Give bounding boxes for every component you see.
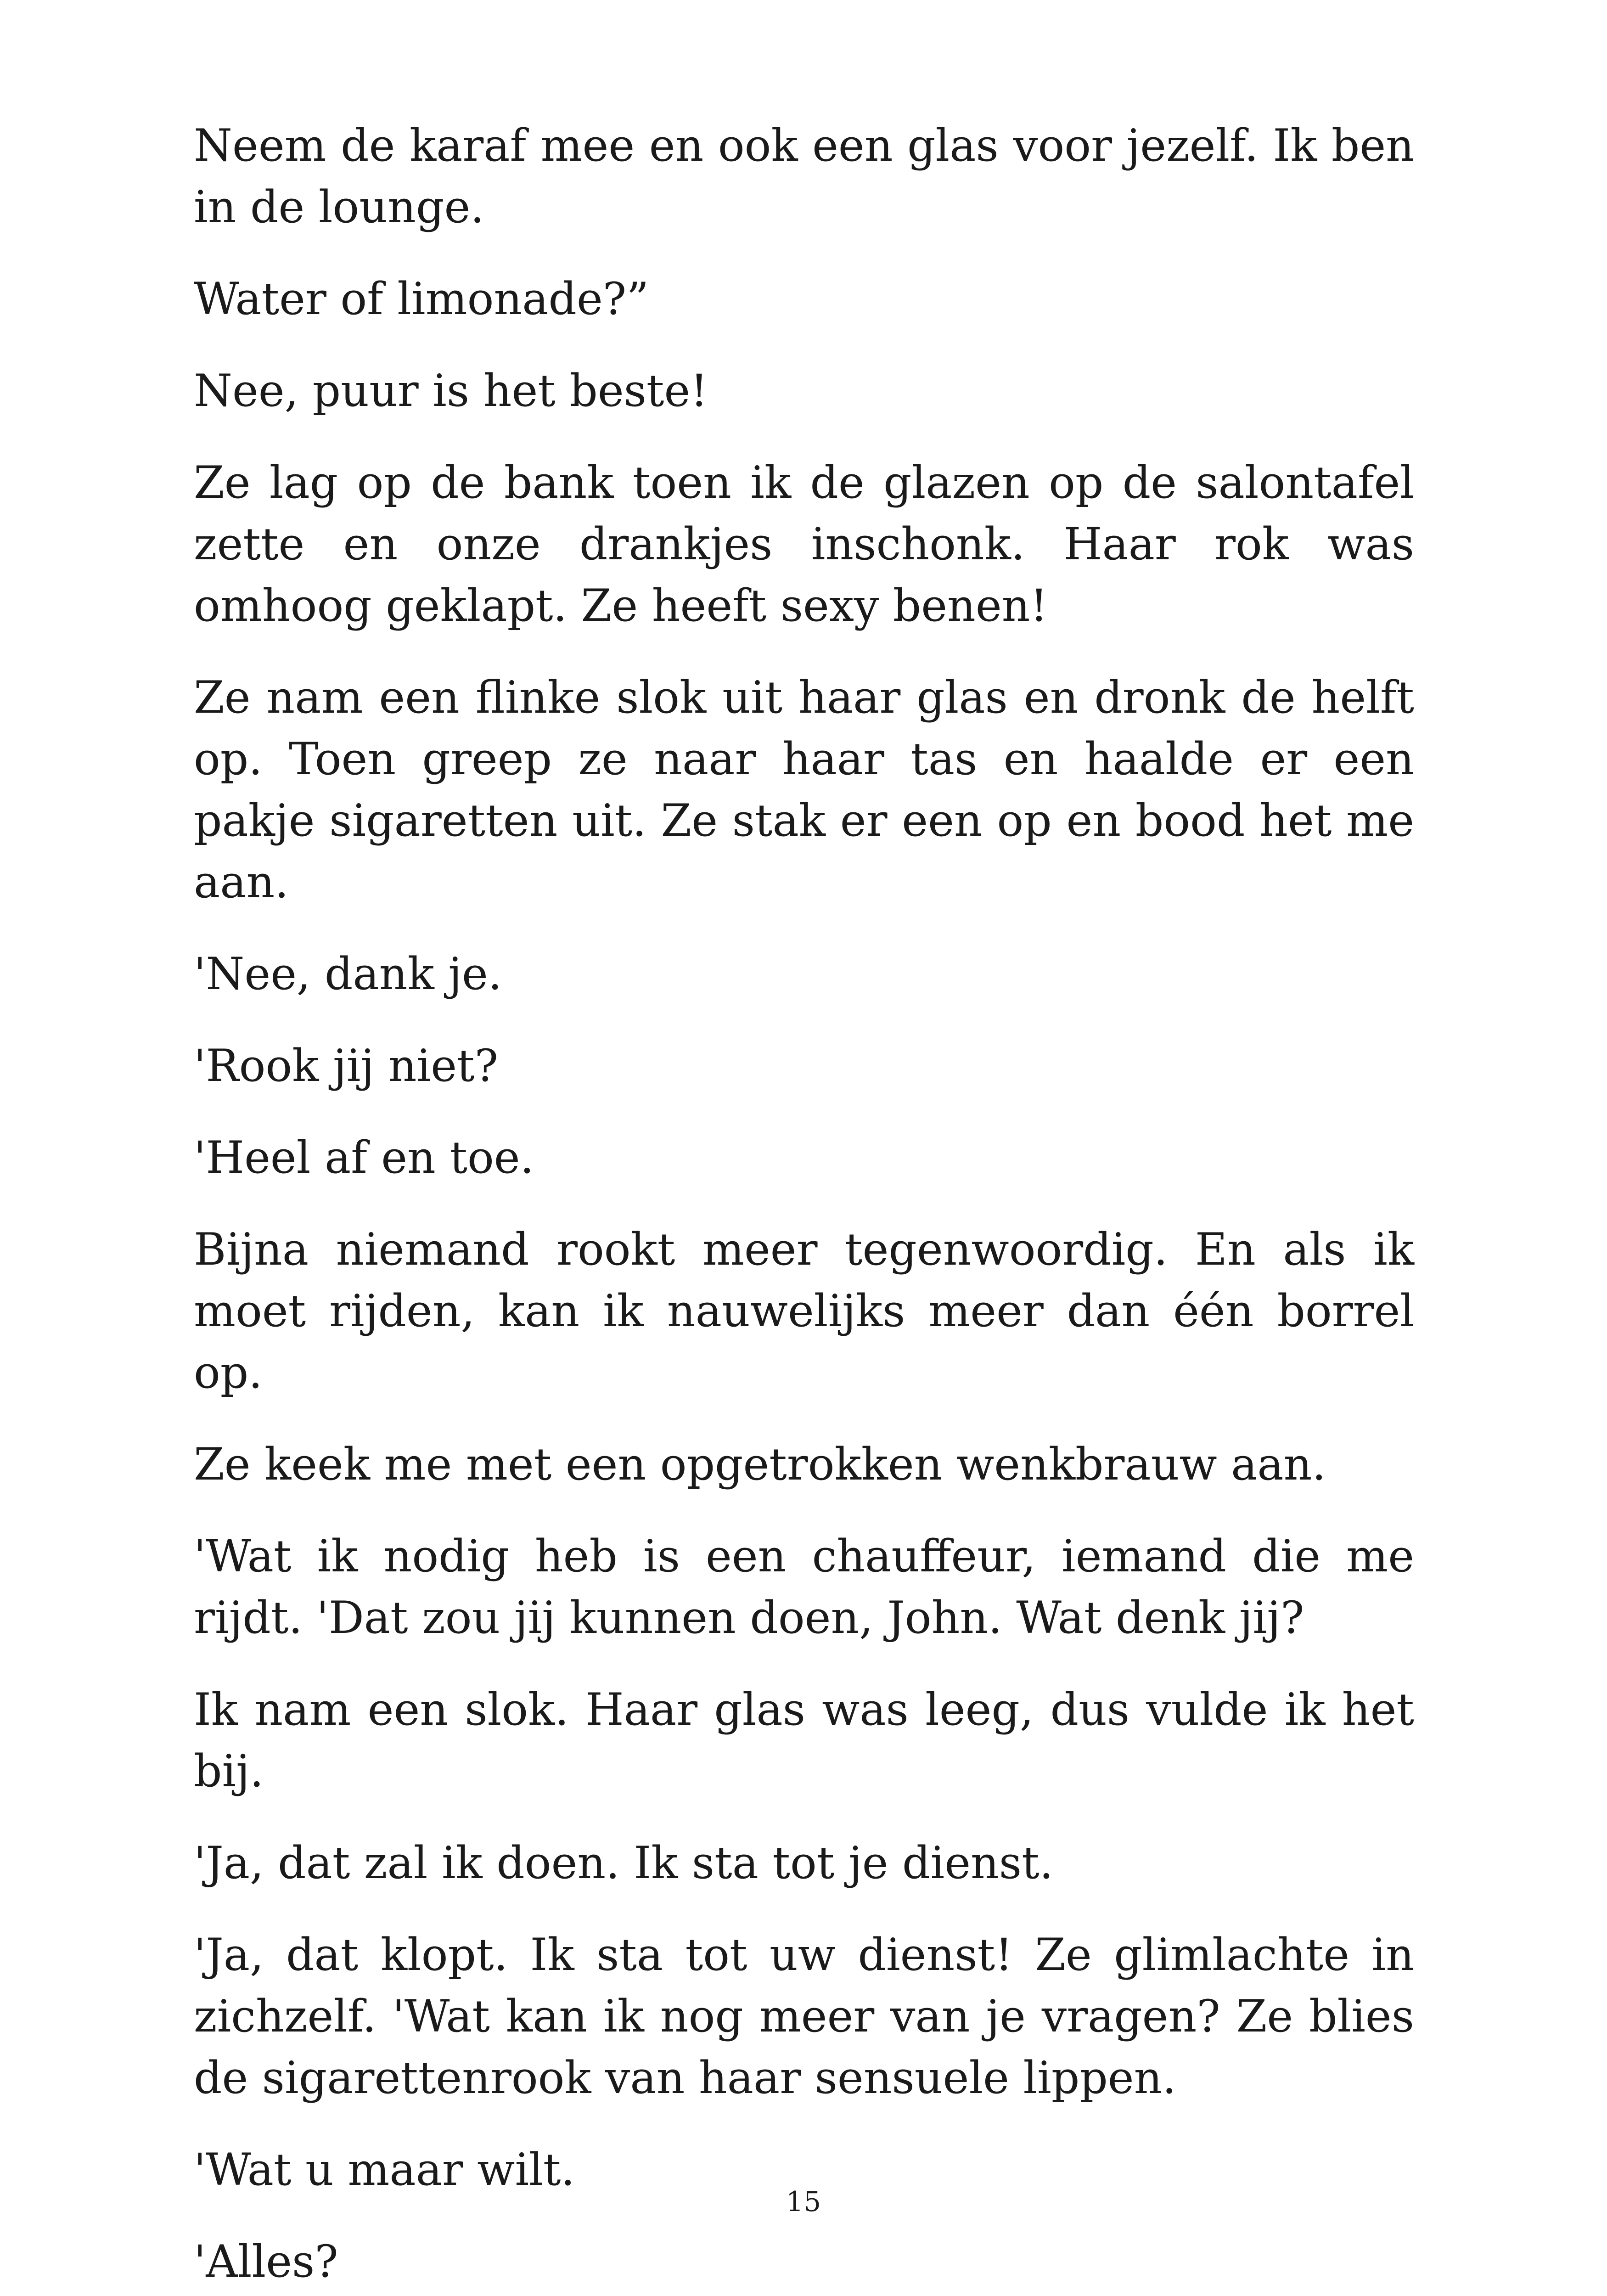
- paragraph: Water of limonade?”: [194, 273, 649, 325]
- paragraph: Bijna niemand rookt meer tegenwoordig. En als ik moet rijden, kan ik nauwelijks meer dan één borrel op.: [194, 1224, 1414, 1398]
- paragraph: 'Heel af en toe.: [194, 1132, 534, 1183]
- paragraph: Nee, puur is het beste!: [194, 365, 708, 416]
- paragraph: 'Ja, dat zal ik doen. Ik sta tot je dienst.: [194, 1837, 1054, 1889]
- paragraph: 'Rook jij niet?: [194, 1040, 499, 1092]
- paragraph: 'Ja, dat klopt. Ik sta tot uw dienst! Ze glimlachte in zichzelf. 'Wat kan ik nog meer van je vragen? Ze blies de sigarettenrook van haar sensuele lippen.: [194, 1929, 1414, 2104]
- paragraph: 'Wat u maar wilt.: [194, 2144, 575, 2195]
- paragraph: Ik nam een slok. Haar glas was leeg, dus vulde ik het bij.: [194, 1684, 1414, 1797]
- page-number: 15: [786, 2186, 821, 2218]
- page-body: [194, 115, 1414, 2296]
- paragraph: 'Nee, dank je.: [194, 948, 502, 1000]
- paragraph: Ze nam een flinke slok uit haar glas en dronk de helft op. Toen greep ze naar haar tas en haalde er een pakje sigaretten uit. Ze stak er een op en bood het me aan.: [194, 672, 1414, 908]
- paragraph: Ze lag op de bank toen ik de glazen op de salontafel zette en onze drankjes inschonk. Haar rok was omhoog geklapt. Ze heeft sexy benen!: [194, 457, 1414, 631]
- paragraph: Ze keek me met een opgetrokken wenkbrauw aan.: [194, 1439, 1326, 1490]
- paragraph: 'Alles?: [194, 2236, 338, 2287]
- paragraph: Neem de karaf mee en ook een glas voor jezelf. Ik ben in de lounge.: [194, 120, 1414, 233]
- paragraph: 'Wat ik nodig heb is een chauffeur, iemand die me rijdt. 'Dat zou jij kunnen doen, John. Wat denk jij?: [194, 1531, 1414, 1643]
